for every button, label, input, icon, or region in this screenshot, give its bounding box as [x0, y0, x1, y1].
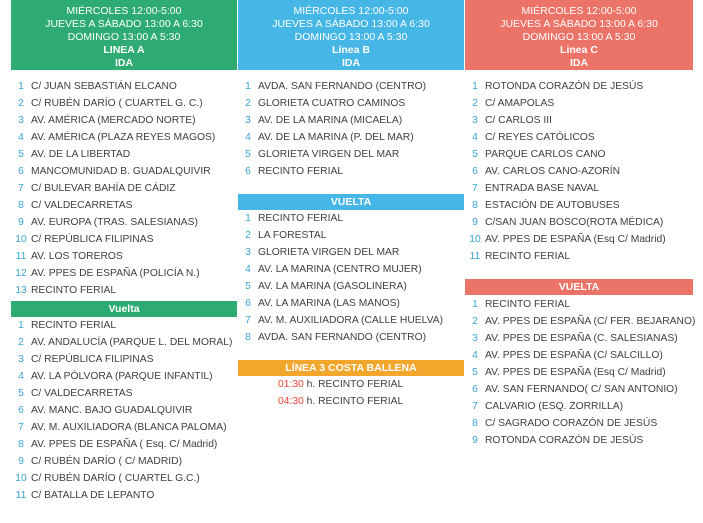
stop-name: PARQUE CARLOS CANO: [485, 149, 606, 160]
stop-list-a-vuelta: [11, 317, 237, 504]
stop-list-c-ida: [465, 78, 693, 265]
stop-name: AV. LOS TOREROS: [31, 251, 123, 262]
ida-label: IDA: [569, 57, 589, 69]
stop-number: 9: [18, 456, 24, 467]
stop-number: 4: [18, 371, 24, 382]
stop-row: [465, 214, 693, 231]
stop-row: [465, 364, 693, 381]
stop-row: [11, 112, 237, 129]
stop-number: 10: [15, 234, 27, 245]
departure-row: [238, 393, 464, 410]
line-title: LINEA A: [103, 44, 145, 56]
stop-row: [465, 381, 693, 398]
stop-row: [11, 95, 237, 112]
stop-name: C/ VALDECARRETAS: [31, 388, 133, 399]
stop-name: C/ CARLOS III: [485, 115, 552, 126]
stop-number: 1: [472, 81, 478, 92]
stop-row: [238, 227, 464, 244]
column-linea-a: [11, 0, 237, 504]
stop-number: 9: [472, 435, 478, 446]
stop-number: 5: [472, 149, 478, 160]
header-linea-a: [11, 0, 237, 70]
stop-number: 3: [18, 354, 24, 365]
stop-row: [465, 313, 696, 330]
stop-number: 6: [18, 405, 24, 416]
vuelta-header-c: VUELTA: [465, 279, 693, 295]
stop-number: 6: [472, 166, 478, 177]
schedule-line: MIÉRCOLES 12:00-5:00: [66, 5, 182, 17]
stop-name: AV. DE LA MARINA (P. DEL MAR): [258, 132, 414, 143]
stop-row: [11, 214, 237, 231]
stop-list-linea-3: [238, 376, 464, 410]
stop-number: 6: [245, 298, 251, 309]
stop-name: AV. LA PÓLVORA (PARQUE INFANTIL): [31, 371, 213, 382]
stop-row: [238, 295, 464, 312]
stop-number: 8: [472, 200, 478, 211]
stop-name: CALVARIO (ESQ. ZORRILLA): [485, 401, 624, 412]
stop-row: [11, 317, 237, 334]
stop-number: 1: [18, 320, 24, 331]
stop-row: [11, 180, 237, 197]
stop-row: [238, 163, 464, 180]
stop-name: C/ RUBÉN DARÍO ( C/ MADRID): [31, 456, 183, 467]
stop-number: 2: [245, 230, 251, 241]
stop-name: AV. LA MARINA (LAS MANOS): [258, 298, 400, 309]
stop-name: AV. PPES DE ESPAÑA (C/ FER. BEJARANO): [485, 316, 696, 327]
stop-name: C/ BULEVAR BAHÍA DE CÁDIZ: [31, 183, 176, 194]
stop-name: MANCOMUNIDAD B. GUADALQUIVIR: [31, 166, 211, 177]
stop-number: 4: [245, 132, 251, 143]
stop-name: LA FORESTAL: [258, 230, 327, 241]
stop-number: 11: [469, 251, 481, 262]
stop-name: AV. LA MARINA (CENTRO MUJER): [258, 264, 422, 275]
stop-number: 3: [245, 247, 251, 258]
stop-row: [11, 351, 237, 368]
stop-name: AV. PPES DE ESPAÑA (C/ SALCILLO): [485, 350, 663, 361]
stop-row: [465, 398, 693, 415]
stop-row: [465, 231, 693, 248]
stop-row: [11, 419, 237, 436]
vuelta-header-a: Vuelta: [11, 301, 237, 317]
stop-row: [238, 329, 464, 346]
stop-row: [11, 402, 237, 419]
stop-row: [11, 146, 237, 163]
departure-time: 04:30: [278, 396, 304, 407]
stop-name: AV. DE LA MARINA (MICAELA): [258, 115, 403, 126]
stop-number: 9: [18, 217, 24, 228]
stop-row: [11, 334, 237, 351]
stop-name: AV. PPES DE ESPAÑA (Esq C/ Madrid): [485, 234, 666, 245]
stop-row: [11, 197, 237, 214]
stop-number: 7: [18, 183, 24, 194]
stop-number: 1: [245, 213, 251, 224]
stop-number: 11: [15, 490, 27, 501]
ida-label: IDA: [114, 57, 134, 69]
stop-name: AVDA. SAN FERNANDO (CENTRO): [258, 332, 427, 343]
stop-number: 2: [18, 98, 24, 109]
stop-name: AV. AMÉRICA (PLAZA REYES MAGOS): [31, 132, 216, 143]
stop-number: 2: [472, 316, 478, 327]
stop-row: [11, 129, 237, 146]
stop-name: GLORIETA VIRGEN DEL MAR: [258, 149, 400, 160]
stop-name: C/ RUBÉN DARÍO ( CUARTEL G. C.): [31, 98, 203, 109]
linea-3-header: LÍNEA 3 COSTA BALLENA: [238, 360, 464, 376]
stop-row: [238, 261, 464, 278]
stop-name: C/SAN JUAN BOSCO(ROTA MÉDICA): [485, 217, 664, 228]
stop-name: C/ BATALLA DE LEPANTO: [31, 490, 155, 501]
stop-name: AV. M. AUXILIADORA (BLANCA PALOMA): [31, 422, 227, 433]
stop-name: C/ SAGRADO CORAZÓN DE JESÚS: [485, 418, 658, 429]
stop-name: RECINTO FERIAL: [258, 213, 344, 224]
stop-row: [238, 95, 464, 112]
stop-number: 13: [15, 285, 27, 296]
stop-row: [238, 129, 464, 146]
stop-name: C/ JUAN SEBASTIÁN ELCANO: [31, 81, 177, 92]
stop-number: 2: [245, 98, 251, 109]
stop-row: [465, 78, 693, 95]
stop-number: 7: [472, 183, 478, 194]
stop-name: AV. PPES DE ESPAÑA ( Esq. C/ Madrid): [31, 439, 218, 450]
stop-number: 8: [245, 332, 251, 343]
stop-number: 12: [15, 268, 27, 279]
stop-number: 7: [472, 401, 478, 412]
stop-name: RECINTO FERIAL: [318, 379, 404, 390]
stop-number: 4: [472, 132, 478, 143]
stop-number: 5: [245, 149, 251, 160]
schedule-line: JUEVES A SÁBADO 13:00 A 6:30: [500, 18, 658, 30]
stop-row: [465, 296, 693, 313]
stop-row: [238, 244, 464, 261]
stop-number: 5: [245, 281, 251, 292]
stop-row: [465, 146, 693, 163]
stop-name: ENTRADA BASE NAVAL: [485, 183, 600, 194]
schedule-line: JUEVES A SÁBADO 13:00 A 6:30: [45, 18, 203, 30]
stop-row: [465, 415, 693, 432]
stop-number: 9: [472, 217, 478, 228]
stop-name: C/ AMAPOLAS: [485, 98, 555, 109]
stop-row: [11, 163, 237, 180]
stop-row: [465, 163, 693, 180]
stop-name: RECINTO FERIAL: [485, 251, 571, 262]
stop-name: AV. MANC. BAJO GUADALQUIVIR: [31, 405, 193, 416]
header-linea-c: [465, 0, 693, 70]
stop-name: C/ RUBÉN DARÍO ( CUARTEL G.C.): [31, 473, 200, 484]
stop-number: 10: [469, 234, 481, 245]
column-linea-b: [238, 0, 464, 410]
stop-row: [11, 265, 237, 282]
stop-name: AV. SAN FERNANDO( C/ SAN ANTONIO): [485, 384, 678, 395]
stop-row: [465, 347, 693, 364]
stop-number: 8: [18, 200, 24, 211]
stop-name: AV. PPES DE ESPAÑA (Esq C/ Madrid): [485, 367, 666, 378]
stop-name: GLORIETA CUATRO CAMINOS: [258, 98, 406, 109]
stop-number: 3: [472, 333, 478, 344]
time-unit: h.: [306, 379, 316, 390]
stop-row: [11, 436, 237, 453]
departure-time: 01:30: [278, 379, 304, 390]
schedule-line: JUEVES A SÁBADO 13:00 A 6:30: [272, 18, 430, 30]
column-linea-c: [465, 0, 696, 449]
stop-number: 4: [245, 264, 251, 275]
stop-number: 3: [245, 115, 251, 126]
stop-number: 8: [18, 439, 24, 450]
stop-name: AVDA. SAN FERNANDO (CENTRO): [258, 81, 427, 92]
stop-row: [11, 385, 237, 402]
schedule-line: DOMINGO 13:00 A 5:30: [522, 31, 636, 43]
stop-row: [11, 487, 237, 504]
stop-row: [238, 78, 464, 95]
vuelta-header-b: VUELTA: [238, 194, 464, 210]
stop-number: 6: [472, 384, 478, 395]
time-unit: h.: [306, 396, 316, 407]
stop-row: [11, 248, 237, 265]
stop-row: [465, 129, 693, 146]
stop-name: GLORIETA VIRGEN DEL MAR: [258, 247, 400, 258]
stop-name: AV. DE LA LIBERTAD: [31, 149, 131, 160]
stop-list-b-ida: [238, 78, 464, 180]
stop-number: 1: [18, 81, 24, 92]
stop-number: 1: [472, 299, 478, 310]
stop-row: [465, 112, 693, 129]
stop-name: C/ REPÚBLICA FILIPINAS: [31, 234, 154, 245]
stop-name: AV. LA MARINA (GASOLINERA): [258, 281, 407, 292]
stop-name: AV. PPES DE ESPAÑA (C. SALESIANAS): [485, 333, 678, 344]
line-title: Linea C: [560, 44, 598, 56]
stop-row: [11, 231, 237, 248]
stop-number: 11: [15, 251, 27, 262]
stop-name: AV. M. AUXILIADORA (CALLE HUELVA): [258, 315, 444, 326]
stop-name: AV. EUROPA (TRAS. SALESIANAS): [31, 217, 198, 228]
stop-row: [465, 248, 693, 265]
stop-number: 4: [472, 350, 478, 361]
stop-number: 7: [18, 422, 24, 433]
departure-row: [238, 376, 464, 393]
stop-number: 4: [18, 132, 24, 143]
stop-row: [238, 210, 464, 227]
stop-number: 5: [18, 388, 24, 399]
stop-row: [238, 312, 464, 329]
stop-name: RECINTO FERIAL: [31, 320, 117, 331]
stop-name: C/ VALDECARRETAS: [31, 200, 133, 211]
stop-number: 10: [15, 473, 27, 484]
stop-row: [465, 330, 693, 347]
stop-name: ROTONDA CORAZÓN DE JESÚS: [485, 435, 644, 446]
schedule-line: MIÉRCOLES 12:00-5:00: [521, 5, 637, 17]
ida-label: IDA: [341, 57, 361, 69]
stop-row: [11, 282, 237, 299]
stop-name: RECINTO FERIAL: [485, 299, 571, 310]
stop-row: [465, 95, 693, 112]
stop-number: 5: [18, 149, 24, 160]
stop-name: ROTONDA CORAZÓN DE JESÚS: [485, 81, 644, 92]
stop-number: 5: [472, 367, 478, 378]
stop-name: ESTACIÓN DE AUTOBUSES: [485, 200, 620, 211]
header-linea-b: [238, 0, 464, 70]
stop-name: AV. PPES DE ESPAÑA (POLICÍA N.): [31, 268, 200, 279]
stop-number: 2: [18, 337, 24, 348]
stop-number: 6: [245, 166, 251, 177]
stop-number: 1: [245, 81, 251, 92]
stop-name: AV. AMÉRICA (MERCADO NORTE): [31, 115, 196, 126]
schedule-line: MIÉRCOLES 12:00-5:00: [293, 5, 409, 17]
line-title: Línea B: [332, 44, 370, 56]
stop-row: [11, 470, 237, 487]
schedule-line: DOMINGO 13:00 A 5:30: [294, 31, 408, 43]
stop-number: 3: [18, 115, 24, 126]
stop-name: C/ REYES CATÓLICOS: [485, 132, 595, 143]
stop-row: [465, 180, 693, 197]
stop-name: C/ REPÚBLICA FILIPINAS: [31, 354, 154, 365]
stop-number: 3: [472, 115, 478, 126]
stop-row: [465, 432, 693, 449]
stop-number: 6: [18, 166, 24, 177]
stop-number: 2: [472, 98, 478, 109]
stop-name: AV. ANDALUCÍA (PARQUE L. DEL MORAL): [31, 337, 233, 348]
stop-row: [11, 368, 237, 385]
stop-name: RECINTO FERIAL: [318, 396, 404, 407]
stop-name: AV. CARLOS CANO-AZORÍN: [485, 166, 621, 177]
stop-name: RECINTO FERIAL: [31, 285, 117, 296]
stop-number: 8: [472, 418, 478, 429]
stop-row: [238, 146, 464, 163]
stop-number: 7: [245, 315, 251, 326]
stop-row: [238, 112, 464, 129]
stop-row: [238, 278, 464, 295]
schedule-line: DOMINGO 13:00 A 5:30: [67, 31, 181, 43]
stop-row: [11, 453, 237, 470]
stop-row: [11, 78, 237, 95]
stop-list-c-vuelta: [465, 296, 696, 449]
stop-name: RECINTO FERIAL: [258, 166, 344, 177]
stop-list-b-vuelta: [238, 210, 464, 346]
stop-list-a-ida: [11, 78, 237, 299]
stop-row: [465, 197, 693, 214]
